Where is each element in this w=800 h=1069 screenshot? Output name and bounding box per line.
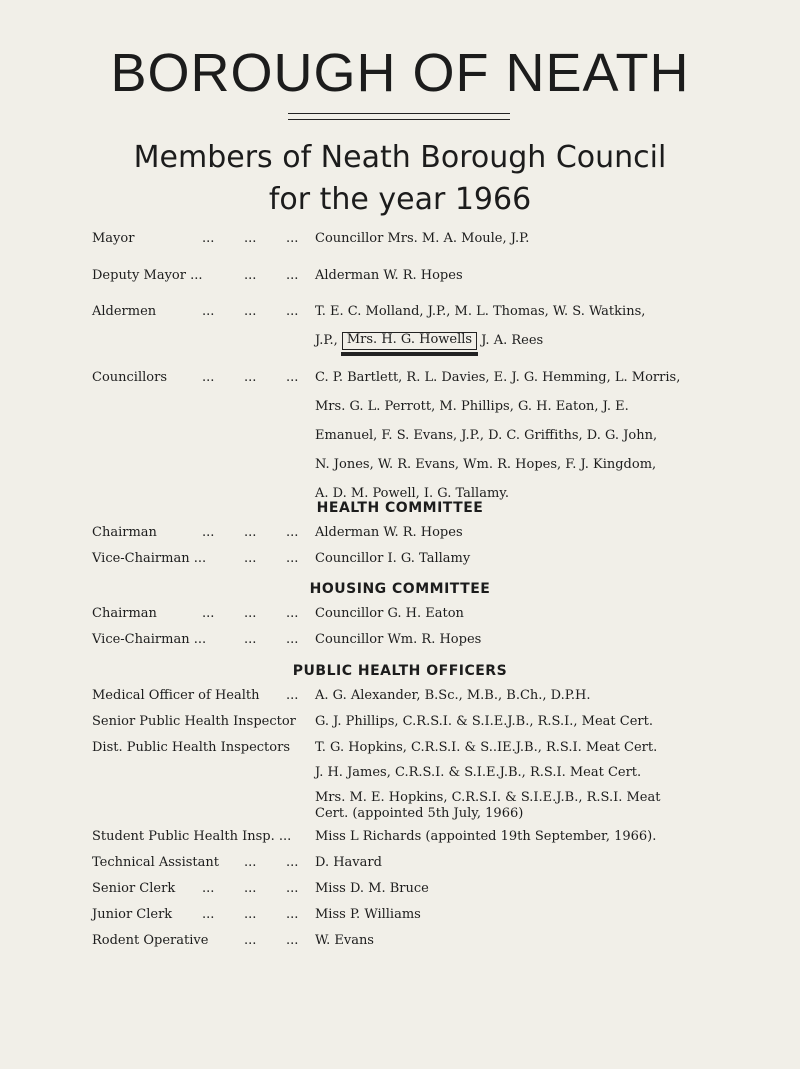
row-value: Councillor Mrs. M. A. Moule, J.P.: [315, 231, 530, 246]
title-rule: [288, 113, 510, 114]
highlighted-name-box: Mrs. H. G. Howells: [342, 332, 477, 350]
section-heading: PUBLIC HEALTH OFFICERS: [292, 663, 508, 679]
section-heading: HEALTH COMMITTEE: [316, 500, 484, 516]
subtitle: Members of Neath Borough Council: [133, 140, 667, 175]
councillor-line: Emanuel, F. S. Evans, J.P., D. C. Griffiths, D. G. John,: [315, 428, 658, 443]
row-label: Mayor: [92, 231, 135, 246]
row-value: Alderman W. R. Hopes: [315, 268, 463, 283]
row-value: T. E. C. Molland, J.P., M. L. Thomas, W. S. Watkins,: [315, 304, 646, 319]
councillor-line: Mrs. G. L. Perrott, M. Phillips, G. H. Eaton, J. E.: [315, 399, 629, 414]
section-heading: HOUSING COMMITTEE: [309, 581, 491, 597]
row-label: Deputy Mayor ...: [92, 268, 203, 283]
row-label: Aldermen: [92, 304, 157, 319]
title-rule: [288, 119, 510, 120]
row-label: Councillors: [92, 370, 167, 385]
councillor-line: C. P. Bartlett, R. L. Davies, E. J. G. Hemming, L. Morris,: [315, 370, 681, 385]
page-title: BOROUGH OF NEATH: [110, 43, 690, 103]
subtitle-year: for the year 1966: [268, 182, 532, 217]
councillor-line: N. Jones, W. R. Evans, Wm. R. Hopes, F. J. Kingdom,: [315, 457, 657, 472]
councillor-line: A. D. M. Powell, I. G. Tallamy.: [315, 486, 510, 501]
